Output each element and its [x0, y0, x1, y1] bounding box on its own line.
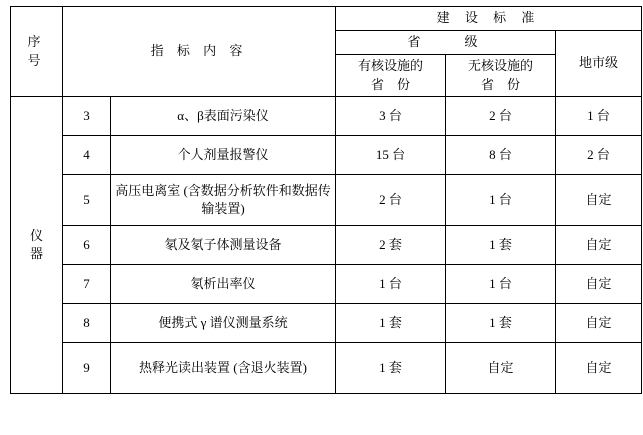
row-no: 8 — [63, 304, 111, 343]
row-province-with-nuclear: 2 套 — [336, 226, 446, 265]
row-province-with-nuclear: 15 台 — [336, 136, 446, 175]
table-row — [11, 175, 642, 226]
row-content: 热释光读出装置 (含退火装置) — [111, 343, 336, 394]
row-no: 4 — [63, 136, 111, 175]
row-content: 便携式 γ 谱仪测量系统 — [111, 304, 336, 343]
row-no: 6 — [63, 226, 111, 265]
row-province-with-nuclear: 1 台 — [336, 265, 446, 304]
table-row — [11, 97, 642, 136]
row-province-without-nuclear: 1 台 — [446, 175, 556, 226]
row-province-with-nuclear: 3 台 — [336, 97, 446, 136]
row-no: 3 — [63, 97, 111, 136]
row-no: 9 — [63, 343, 111, 394]
header-build-standard: 建 设 标 准 — [336, 7, 642, 31]
group-label-char-1: 器 — [29, 246, 43, 262]
header-province-level: 省 级 — [336, 30, 556, 54]
row-city: 自定 — [556, 175, 642, 226]
header-without-nuclear-line2: 省 份 — [481, 76, 521, 92]
group-label-instrument — [11, 97, 63, 394]
row-province-with-nuclear: 1 套 — [336, 343, 446, 394]
header-with-nuclear-line2: 省 份 — [371, 76, 411, 92]
header-with-nuclear — [336, 54, 446, 97]
row-city: 自定 — [556, 265, 642, 304]
table-row — [11, 343, 642, 394]
row-province-without-nuclear: 8 台 — [446, 136, 556, 175]
table-header-row-1 — [11, 7, 642, 31]
row-content: 氡及氡子体测量设备 — [111, 226, 336, 265]
row-province-without-nuclear: 1 套 — [446, 226, 556, 265]
row-city: 自定 — [556, 226, 642, 265]
row-city: 2 台 — [556, 136, 642, 175]
specification-table — [10, 6, 642, 394]
header-serial: 序 号 — [11, 7, 63, 97]
header-city-level: 地市级 — [556, 30, 642, 97]
row-city: 1 台 — [556, 97, 642, 136]
row-province-without-nuclear: 1 套 — [446, 304, 556, 343]
row-content: 个人剂量报警仪 — [111, 136, 336, 175]
table-row — [11, 136, 642, 175]
row-no: 7 — [63, 265, 111, 304]
header-without-nuclear — [446, 54, 556, 97]
row-province-without-nuclear: 1 台 — [446, 265, 556, 304]
header-with-nuclear-line1: 有核设施的 — [358, 57, 424, 73]
row-province-with-nuclear: 1 套 — [336, 304, 446, 343]
row-content: α、β表面污染仪 — [111, 97, 336, 136]
row-province-without-nuclear: 自定 — [446, 343, 556, 394]
table-row — [11, 226, 642, 265]
row-content: 高压电离室 (含数据分析软件和数据传输装置) — [111, 175, 336, 226]
row-city: 自定 — [556, 304, 642, 343]
row-province-without-nuclear: 2 台 — [446, 97, 556, 136]
row-city: 自定 — [556, 343, 642, 394]
row-content: 氡析出率仪 — [111, 265, 336, 304]
table-row — [11, 265, 642, 304]
document-page — [0, 6, 643, 435]
row-province-with-nuclear: 2 台 — [336, 175, 446, 226]
header-index-content: 指 标 内 容 — [63, 7, 336, 97]
row-no: 5 — [63, 175, 111, 226]
group-label-char-0: 仪 — [29, 227, 43, 243]
header-without-nuclear-line1: 无核设施的 — [468, 57, 534, 73]
table-row — [11, 304, 642, 343]
